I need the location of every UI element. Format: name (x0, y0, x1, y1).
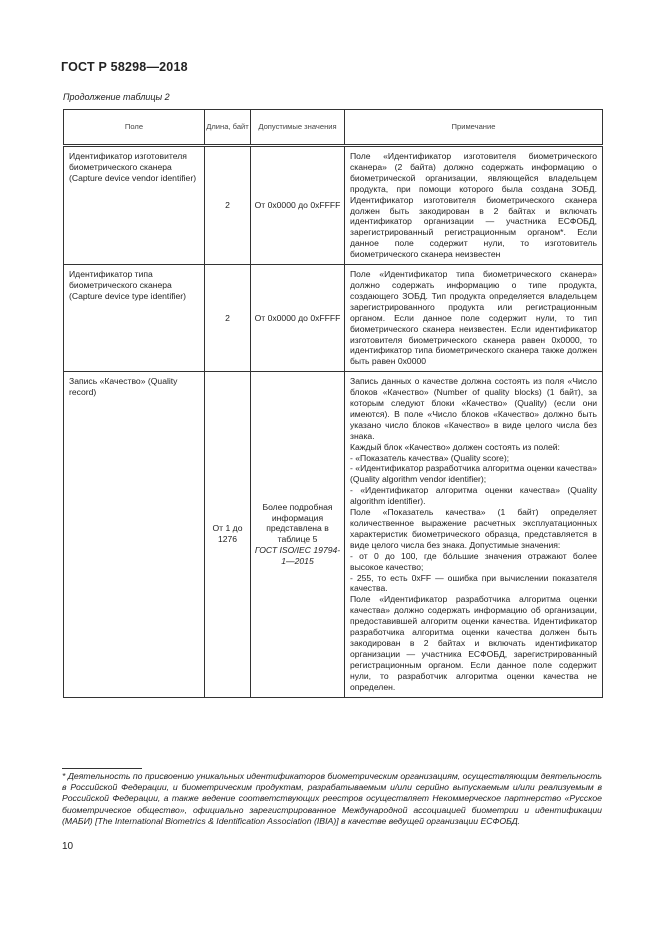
cell-length: От 1 до 1276 (205, 372, 251, 697)
cell-note (345, 372, 603, 697)
header-note: Примечание (345, 110, 603, 146)
standard-reference: ГОСТ ISO/IEC 19794-1—2015 (254, 545, 341, 567)
cell-allowed-values: От 0x0000 до 0xFFFF (251, 265, 345, 372)
cell-allowed-values: От 0x0000 до 0xFFFF (251, 146, 345, 265)
header-length: Длина, байт (205, 110, 251, 146)
cell-field: Идентификатор типа биометрического сканера (Capture device type identifier) (64, 265, 205, 372)
table-row (64, 372, 603, 697)
note-list-item: - 255, то есть 0xFF — ошибка при вычислении показателя качества. (350, 572, 597, 594)
data-table (63, 109, 603, 698)
table-row (64, 265, 603, 372)
table-row (64, 146, 603, 265)
allowed-values-text: Более подробная информация представлена в таблице 5 (262, 501, 333, 545)
footnote-separator (62, 768, 142, 769)
note-list-item: - от 0 до 100, где бóльшие значения отражают более высокое качество; (350, 550, 597, 572)
note-list-item: - «Показатель качества» (Quality score); (350, 452, 510, 463)
cell-field: Запись «Качество» (Quality record) (64, 372, 205, 697)
table-header-row (64, 110, 603, 146)
cell-length: 2 (205, 265, 251, 372)
cell-note: Поле «Идентификатор изготовителя биометрического сканера» (2 байта) должно содержать информацию о биометрической организации, являющейся владельцем продукта, при помощи которого была создана ЗОБД. Идентификатор изготовителя биометрического сканера должен быть закодирован в 2 байтах и включать идентификатор организации — участника ЕСФОБД, зарегистрированный регистрационным органом*. Если данное поле содержит нули, то изготовитель биометрического сканера неизвестен (345, 146, 603, 265)
cell-length: 2 (205, 146, 251, 265)
table-continuation-caption: Продолжение таблицы 2 (63, 92, 170, 102)
cell-allowed-values (251, 372, 345, 697)
note-paragraph: Каждый блок «Качество» должен состоять из полей: (350, 441, 560, 452)
note-list-item: - «Идентификатор разработчика алгоритма оценки качества» (Quality algorithm vendor identifier); (350, 463, 597, 485)
page-number: 10 (62, 841, 74, 852)
cell-field: Идентификатор изготовителя биометрического сканера (Capture device vendor identifier) (64, 146, 205, 265)
footnote: * Деятельность по присвоению уникальных идентификаторов биометрическим организациям, осуществляющим деятельность в Российской Федерации, и биометрическим продуктам, разрабатываемым и/или серийно выпускаемым и/или реализуемым в Российской Федерации, а также ведение соответствующих реестров осуществляет Некоммерческое партнерство «Русское биометрическое общество», официально зарегистрированное Международной ассоциацией биометрии и идентификации (МАБИ) [The International Biometrics & Identification Association (IBIA)] в качестве ведущей организации ЕСФОБД. (62, 771, 602, 826)
note-paragraph: Поле «Показатель качества» (1 байт) определяет количественное выражение расчетных эксплуатационных характеристик биометрического образца, представляется в виде целого числа без знака. Допустимые значения: (350, 507, 597, 550)
note-paragraph: Запись данных о качестве должна состоять из поля «Число блоков «Качество» (Number of quality blocks) (1 байт), за которым следуют блоки «Качество» (Quality) (если они имеются). В поле «Число блоков «Качество» должно быть указано число блоков «Качество» в виде целого числа без знака. (350, 376, 597, 441)
header-field: Поле (64, 110, 205, 146)
cell-note: Поле «Идентификатор типа биометрического сканера» должно содержать информацию о типе продукта, создающего ЗОБД. Тип продукта определяется владельцем зарегистрированного продукта или регистрационным органом. Если данное поле содержит нули, то тип биометрического сканера неизвестен. Если идентификатор изготовителя биометрического сканера равен 0x0000, то идентификатор типа биометрического сканера также должен быть равен 0x0000 (345, 265, 603, 372)
document-header: ГОСТ Р 58298—2018 (61, 60, 188, 74)
header-allowed-values: Допустимые значения (251, 110, 345, 146)
note-paragraph: Поле «Идентификатор разработчика алгоритма оценки качества» должно содержать информацию об организации, предоставившей алгоритм оценки качества. Идентификатор разработчика алгоритма оценки качества должен быть закодирован в 2 байтах и включать идентификатор организации — участника ЕСФОБД, зарегистрированный регистрационным органом. Если данное поле содержит нули, то разработчик алгоритма оценки качества не определен. (350, 594, 597, 692)
note-list-item: - «Идентификатор алгоритма оценки качества» (Quality algorithm identifier). (350, 485, 597, 507)
